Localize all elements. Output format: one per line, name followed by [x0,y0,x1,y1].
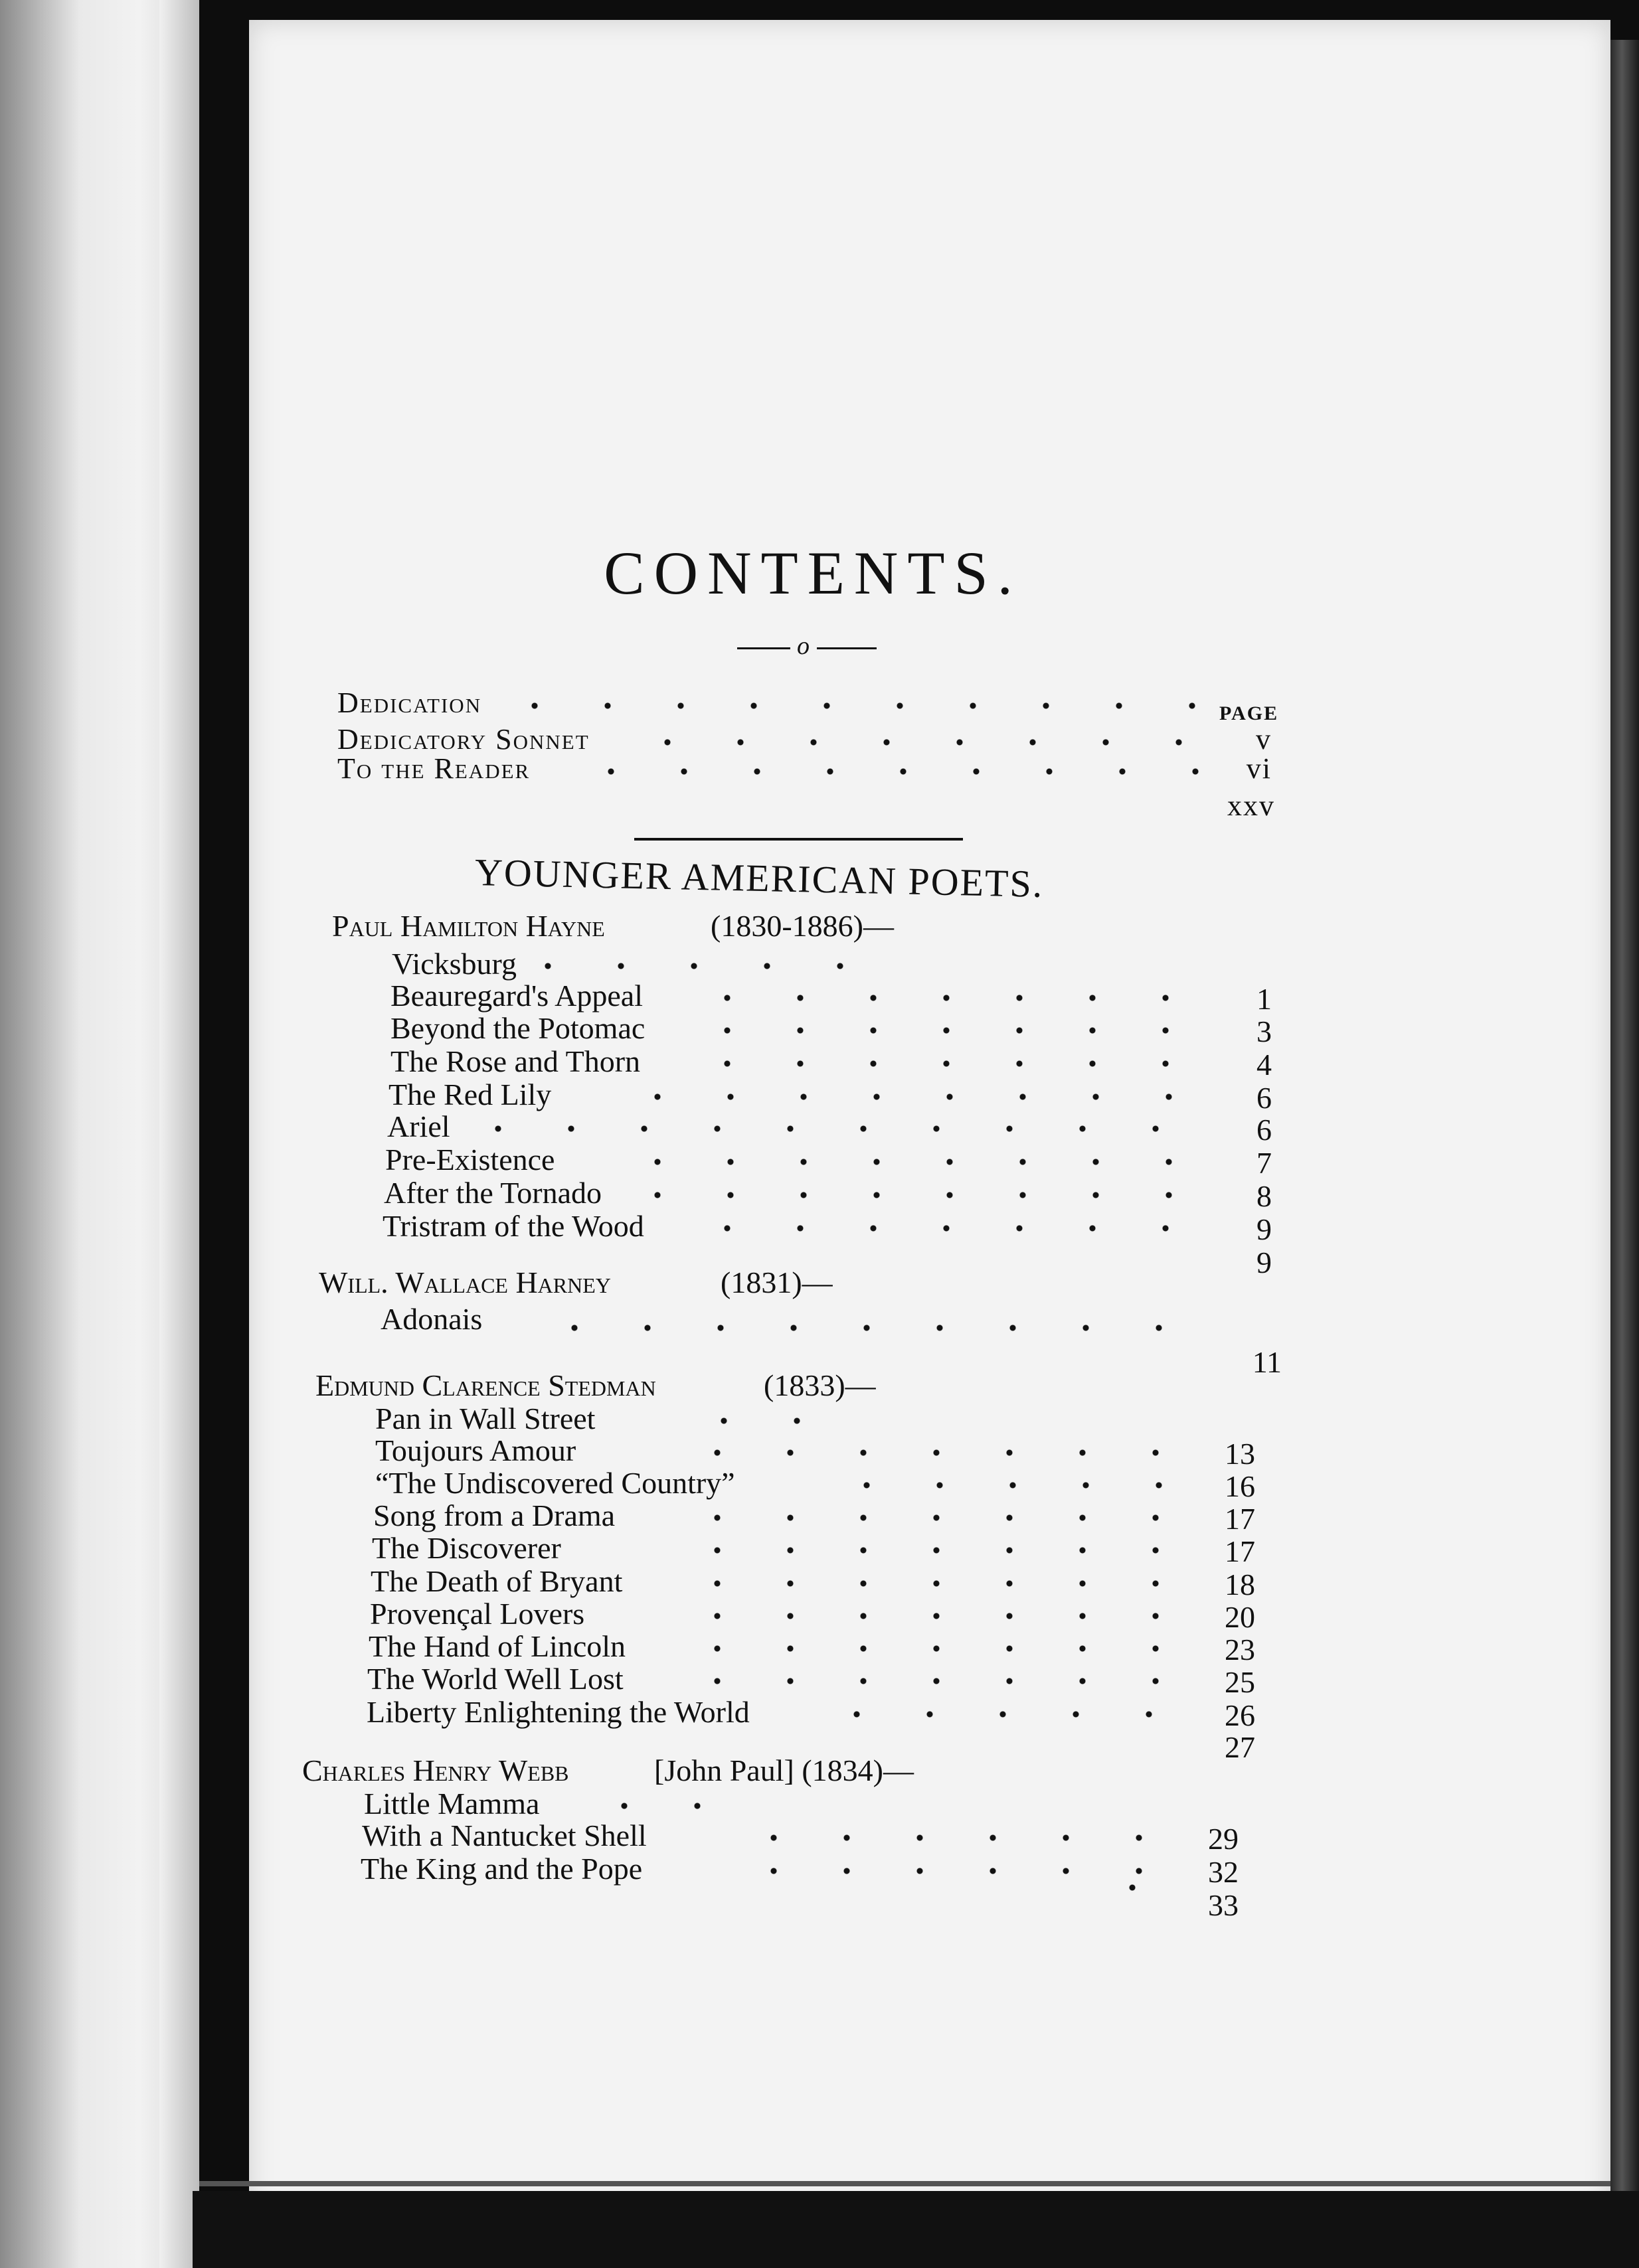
entry-title: Pan in Wall Street [375,1402,596,1435]
ornament-line-left [737,647,790,649]
entry-title: “The Undiscovered Country” [375,1466,735,1500]
contents-heading: CONTENTS. [604,539,1022,607]
entry-page-number: vi [1246,752,1272,785]
entry-title: The World Well Lost [367,1662,624,1696]
entry-title: The Hand of Lincoln [369,1629,626,1663]
entry-title: Beyond the Potomac [390,1011,646,1045]
dot-leader [664,726,1209,752]
dot-leader [714,1632,1192,1659]
entry-page-number: 6 [1256,1113,1272,1147]
entry-title: Provençal Lovers [370,1597,585,1631]
dot-leader [654,1080,1202,1107]
poet-dates: (1830-1886)— [711,909,894,943]
entry-page-number: 20 [1225,1600,1255,1634]
dot-leader [714,1436,1192,1463]
entry-page-number: 13 [1225,1437,1255,1471]
entry-title: To the Reader [337,752,531,785]
toc-entry-front-matter [0,686,1639,726]
ornament-glyph: o [797,632,810,660]
entry-title: With a Nantucket Shell [362,1819,647,1852]
entry-title: Adonais [381,1302,483,1336]
ornament-line-right [817,647,877,649]
dot-leader [863,1469,1195,1495]
dot-leader [714,1599,1192,1626]
entry-page-number: 8 [1256,1179,1272,1213]
entry-page-number: 17 [1225,1534,1255,1568]
poet-name: Paul Hamilton Hayne [332,909,605,943]
entry-title: Song from a Drama [373,1498,616,1532]
toc-entry-poem [0,1301,1639,1341]
poet-dates: (1831)— [721,1265,833,1299]
dot-leader [724,1047,1202,1074]
entry-page-number: 1 [1256,982,1272,1016]
entry-page-number: 16 [1225,1469,1255,1503]
scan-background [193,2191,1639,2268]
entry-page-number: 33 [1208,1888,1239,1922]
toc-entry-poem-page [0,1884,1639,1924]
entry-page-number: 17 [1225,1502,1255,1536]
dot-leader [495,1112,1202,1139]
entry-page-number: 32 [1208,1855,1239,1889]
poet-dates: [John Paul] (1834)— [654,1753,914,1787]
entry-title: Dedicatory Sonnet [337,723,590,756]
poet-dates: (1833)— [764,1368,876,1402]
entry-page-number: 11 [1252,1345,1282,1379]
entry-page-number: 6 [1256,1081,1272,1115]
entry-page-number: 3 [1256,1014,1272,1048]
toc-entry-front-matter [0,752,1639,791]
dot-leader [654,1178,1202,1205]
page-column-label: PAGE [1219,702,1279,724]
entry-page-number: 29 [1208,1822,1239,1856]
section-divider [634,838,963,841]
poet-name: Will. Wallace Harney [319,1265,611,1299]
toc-entry-front-matter [0,789,1639,829]
section-title: YOUNGER AMERICAN POETS. [474,850,1044,906]
entry-title: Pre-Existence [385,1143,555,1176]
dot-leader [724,981,1202,1008]
entry-title: The King and the Pope [361,1852,643,1886]
dot-leader [654,1145,1202,1172]
dot-leader [608,755,1205,781]
entry-title: Toujours Amour [375,1433,576,1467]
entry-page-number: xxv [1227,789,1275,822]
entry-title: The Discoverer [372,1531,561,1565]
entry-page-number: v [1256,723,1272,756]
poet-heading [0,908,1639,948]
dot-leader [721,1404,853,1431]
entry-title: Liberty Enlightening the World [367,1695,750,1729]
entry-page-number: 27 [1225,1730,1255,1764]
dot-leader [724,1212,1202,1238]
dot-leader [545,949,877,976]
dot-leader [621,1789,721,1816]
entry-page-number: 4 [1256,1048,1272,1082]
poet-heading [0,1265,1639,1305]
dot-leader [571,1311,1202,1338]
entry-title: The Red Lily [388,1078,552,1111]
poet-name: Edmund Clarence Stedman [315,1368,656,1402]
dot-leader [724,1014,1202,1040]
entry-title: Vicksburg [392,947,517,981]
dot-leader [714,1567,1192,1593]
dot-leader [853,1698,1192,1724]
entry-page-number: 23 [1225,1633,1255,1666]
entry-title: The Rose and Thorn [390,1044,641,1078]
entry-page-number: 18 [1225,1568,1255,1601]
entry-page-number: 25 [1225,1665,1255,1699]
dot-leader [714,1664,1192,1691]
entry-page-number: 26 [1225,1698,1255,1732]
entry-title: The Death of Bryant [371,1564,623,1598]
entry-title: Ariel [387,1109,450,1143]
entry-title: Tristram of the Wood [383,1209,644,1243]
entry-page-number: 7 [1256,1146,1272,1180]
entry-title: Little Mamma [364,1787,540,1821]
dot-leader [714,1501,1192,1528]
dot-leader [770,1854,1169,1881]
dot-leader [531,689,1195,716]
entry-title: After the Tornado [384,1176,602,1210]
bottom-border [199,2181,1610,2186]
entry-title: Beauregard's Appeal [390,979,643,1012]
dot-leader [714,1534,1192,1560]
entry-title: Dedication [337,687,482,719]
poet-name: Charles Henry Webb [302,1753,569,1787]
dot-leader [770,1821,1169,1848]
entry-page-number: 9 [1256,1212,1272,1246]
entry-page-number: 9 [1256,1246,1272,1279]
title-ornament [737,632,877,660]
